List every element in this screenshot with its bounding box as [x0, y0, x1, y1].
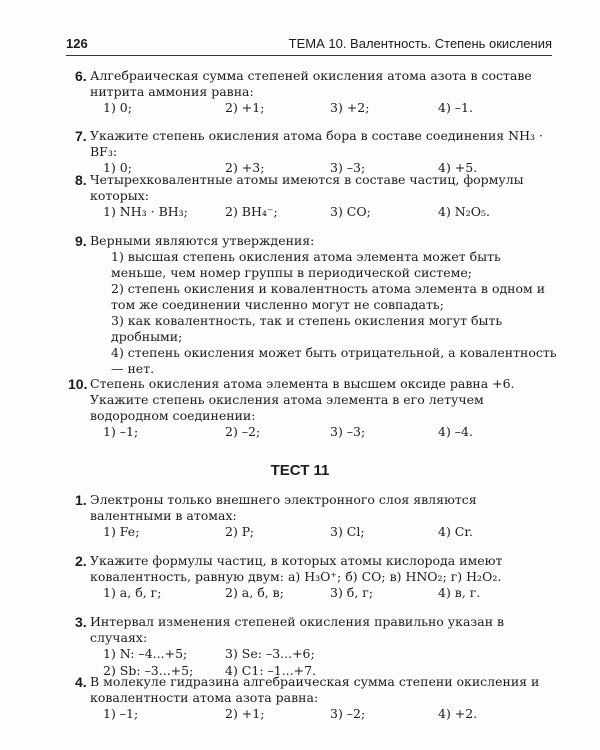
question-stem: Степень окисления атома элемента в высшем оксиде равна +6. Укажите степень окисления атома элемента в его летучем водородном соединении:	[90, 376, 515, 423]
range-option: 4) C1: –1...+7.	[225, 663, 317, 678]
test-question-4	[75, 674, 560, 723]
header-rule	[66, 55, 552, 56]
option-4: 4) +5.	[438, 160, 478, 175]
question-stem: Верными являются утверждения:	[90, 233, 315, 248]
option-2: 2) +1;	[225, 100, 265, 115]
option-3: 3) CO;	[330, 204, 371, 219]
option-3: 3) б, г;	[330, 585, 374, 600]
statement-item: 3) как ковалентность, так и степень окисления могут быть дробными;	[111, 313, 503, 344]
question-7	[75, 128, 560, 177]
answer-options	[90, 524, 560, 541]
range-option: 3) Se: –3...+6;	[225, 646, 315, 661]
question-stem: Алгебраическая сумма степеней окисления атома азота в составе нитрита аммония равна:	[90, 68, 532, 99]
question-number: 8.	[75, 172, 87, 188]
question-number: 9.	[75, 233, 87, 249]
option-1: 1) а, б, г;	[103, 585, 162, 600]
option-4: 4) –1.	[438, 100, 473, 115]
question-8	[75, 172, 560, 221]
question-6	[75, 68, 560, 117]
option-1: 1) –1;	[103, 424, 139, 439]
question-number: 6.	[75, 68, 87, 84]
option-3: 3) –3;	[330, 160, 366, 175]
option-1: 1) Fe;	[103, 524, 140, 539]
answer-options	[90, 424, 560, 441]
range-option: 2) Sb: –3...+5;	[103, 663, 194, 678]
option-4: 4) +2.	[438, 706, 478, 721]
chapter-title: ТЕМА 10. Валентность. Степень окисления	[288, 36, 552, 51]
page-header	[66, 36, 552, 56]
option-3: 3) Cl;	[330, 524, 365, 539]
question-number: 7.	[75, 128, 87, 144]
answer-options	[90, 100, 560, 117]
question-stem: Четырехковалентные атомы имеются в составе частиц, формулы которых:	[90, 172, 524, 203]
option-2: 2) –2;	[225, 424, 261, 439]
option-4: 4) –4.	[438, 424, 473, 439]
answer-options	[90, 706, 560, 723]
question-stem: Интервал изменения степеней окисления правильно указан в случаях:	[90, 614, 505, 645]
statement-item: 2) степень окисления и ковалентность атома элемента в одном и том же соединении численно могут не совпадать;	[111, 281, 546, 312]
test-heading: ТЕСТ 11	[270, 462, 330, 479]
page-number: 126	[66, 36, 88, 51]
option-2: 2) +3;	[225, 160, 265, 175]
range-option: 1) N: –4...+5;	[103, 646, 188, 661]
question-stem: Укажите формулы частиц, в которых атомы кислорода имеют ковалентность, равную двум: а) H₃O⁺; б) CO; в) HNO₂; г) H₂O₂.	[90, 553, 503, 584]
option-3: 3) +2;	[330, 100, 370, 115]
answer-options	[90, 204, 560, 221]
answer-options	[90, 585, 560, 602]
range-row	[90, 646, 560, 663]
option-4: 4) в, г.	[438, 585, 481, 600]
question-number: 1.	[75, 492, 87, 508]
question-stem: В молекуле гидразина алгебраическая сумма степени окисления и ковалентности атома азота равна:	[90, 674, 540, 705]
option-1: 1) –1;	[103, 706, 139, 721]
question-number: 3.	[75, 614, 87, 630]
option-1: 1) NH₃ · BH₃;	[103, 204, 188, 219]
option-3: 3) –2;	[330, 706, 366, 721]
option-4: 4) N₂O₅.	[438, 204, 490, 219]
question-number: 4.	[75, 674, 87, 690]
option-4: 4) Cr.	[438, 524, 473, 539]
test-question-3	[75, 614, 560, 680]
option-2: 2) +1;	[225, 706, 265, 721]
question-number: 2.	[75, 553, 87, 569]
question-9	[75, 233, 560, 377]
option-2: 2) BH₄⁻;	[225, 204, 278, 219]
statement-list	[90, 249, 560, 377]
option-2: 2) P;	[225, 524, 254, 539]
option-2: 2) а, б, в;	[225, 585, 284, 600]
question-stem: Укажите степень окисления атома бора в составе соединения NH₃ · BF₃:	[90, 128, 543, 159]
option-1: 1) 0;	[103, 100, 132, 115]
test-question-2	[75, 553, 560, 602]
statement-item: 1) высшая степень окисления атома элемента может быть меньше, чем номер группы в периодической системе;	[111, 249, 501, 280]
question-stem: Электроны только внешнего электронного слоя являются валентными в атомах:	[90, 492, 477, 523]
option-1: 1) 0;	[103, 160, 132, 175]
option-3: 3) –3;	[330, 424, 366, 439]
question-number: 10.	[68, 376, 88, 392]
question-10	[68, 376, 560, 441]
test-question-1	[75, 492, 560, 541]
statement-item: 4) степень окисления может быть отрицательной, а ковалентность — нет.	[111, 345, 557, 376]
